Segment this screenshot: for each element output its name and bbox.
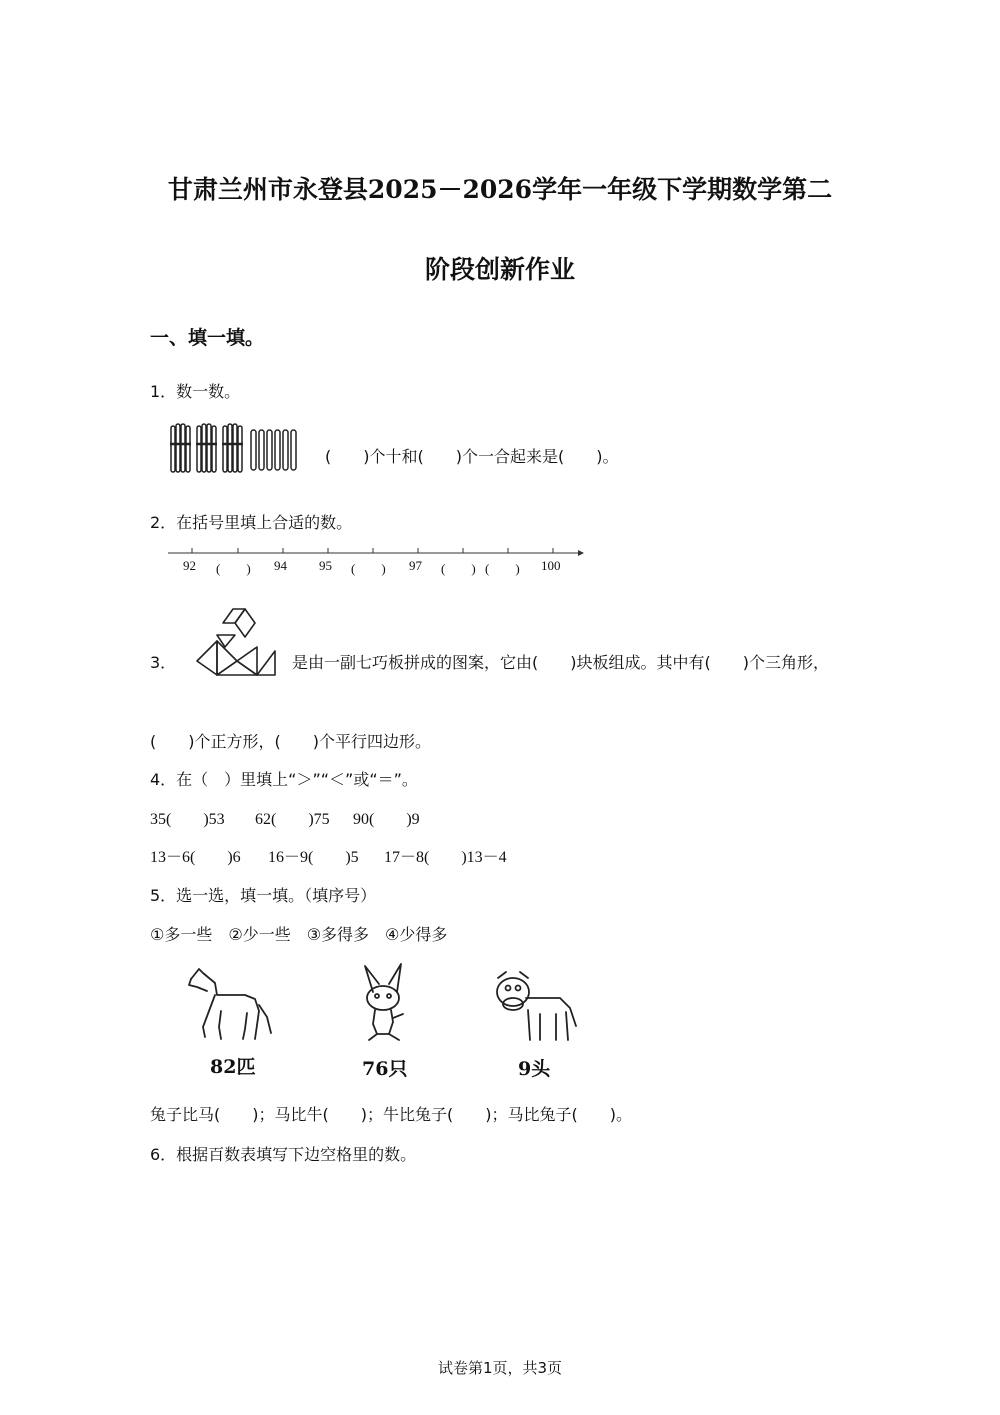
stick-bundle — [196, 424, 217, 472]
q4-comparison: 90( )9 — [353, 811, 420, 828]
tick-label: 95 — [319, 558, 332, 573]
stick-bundle — [222, 424, 243, 472]
q3-text-line-1: 是由一副七巧板拼成的图案，它由( )块板组成。其中有( )个三角形， — [292, 653, 829, 672]
single-sticks — [251, 430, 296, 470]
q6-heading: 6．根据百数表填写下边空格里的数。 — [150, 1145, 417, 1164]
q5-options: ①多一些 ②少一些 ③多得多 ④少得多 — [150, 925, 448, 944]
q1-heading: 1．数一数。 — [150, 382, 241, 401]
q5-heading: 5．选一选，填一填。（填序号） — [150, 886, 377, 905]
q2-heading: 2．在括号里填上合适的数。 — [150, 513, 353, 532]
tick-label-blank: ( ) — [351, 561, 386, 576]
page-footer: 试卷第1页，共3页 — [437, 1359, 563, 1377]
horse-count-label: 82匹 — [210, 1056, 256, 1078]
horse-icon — [185, 965, 275, 1045]
cow-icon — [490, 970, 580, 1046]
number-line — [168, 545, 588, 557]
tick-label: 97 — [409, 558, 422, 573]
stick-bundle — [170, 424, 191, 472]
tick-label-blank: ( ) — [485, 561, 520, 576]
q4-comparison: 16－9( )5 — [268, 849, 359, 866]
page-title-line-1: 甘肃兰州市永登县2025－2026学年一年级下学期数学第二 — [167, 175, 833, 204]
q3-text-line-2: ( )个正方形，( )个平行四边形。 — [150, 732, 431, 751]
cow-count-label: 9头 — [518, 1058, 551, 1080]
q4-heading: 4．在（ ）里填上“＞”“＜”或“＝”。 — [150, 770, 418, 789]
q3-number: 3． — [150, 653, 177, 672]
tick-label: 94 — [274, 558, 287, 573]
tick-label-blank: ( ) — [441, 561, 476, 576]
q1-fill-text: ( )个十和( )个一合起来是( )。 — [325, 447, 619, 466]
section-heading: 一、填一填。 — [150, 327, 265, 349]
q4-comparison: 17－8( )13－4 — [384, 849, 507, 866]
q5-answer-line: 兔子比马( )；马比牛( )；牛比兔子( )；马比兔子( )。 — [150, 1105, 632, 1124]
q4-comparison: 13－6( )6 — [150, 849, 241, 866]
tick-label: 92 — [183, 558, 196, 573]
tick-label: 100 — [541, 558, 561, 573]
tick-label-blank: ( ) — [216, 561, 251, 576]
counting-sticks-figure — [168, 420, 303, 476]
tangram-swan-figure — [195, 605, 280, 677]
q4-comparison: 62( )75 — [255, 811, 330, 828]
q4-comparison: 35( )53 — [150, 811, 225, 828]
rabbit-count-label: 76只 — [362, 1058, 408, 1080]
rabbit-icon — [355, 962, 415, 1046]
page-title-line-2: 阶段创新作业 — [424, 255, 575, 284]
